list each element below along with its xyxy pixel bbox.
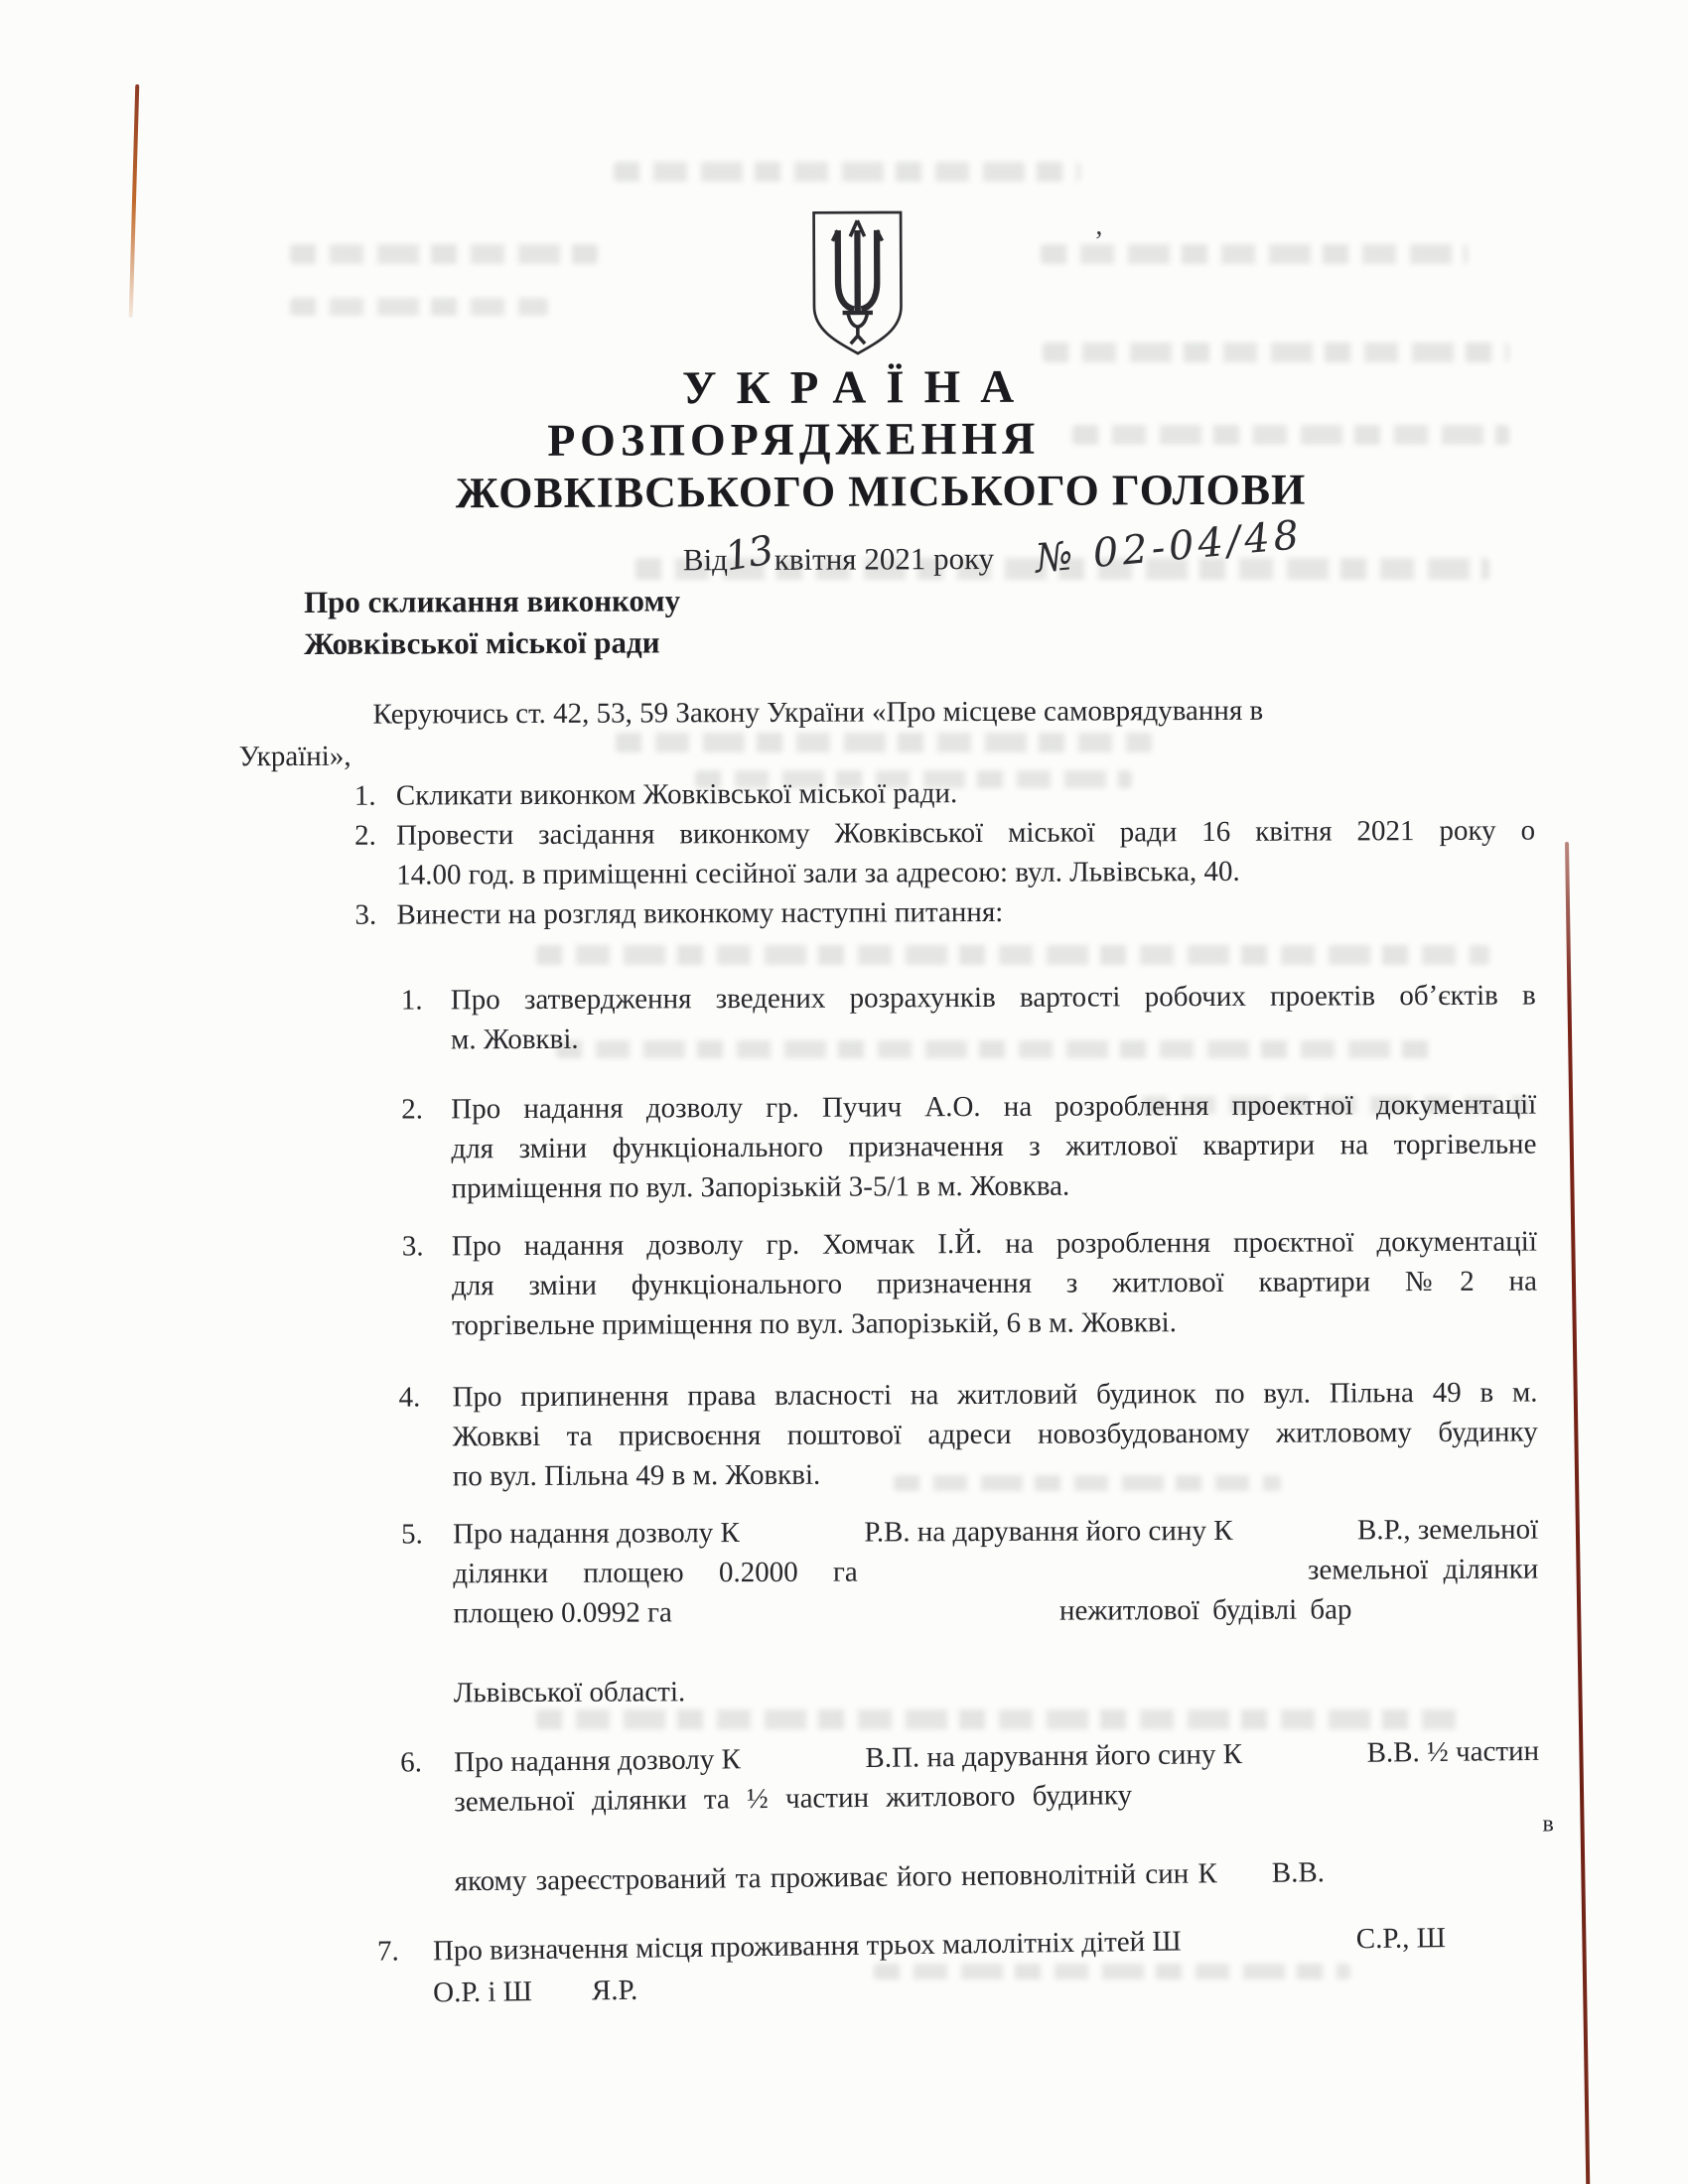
agenda-segment: якому зареєстрований та проживає його неповнолітній син К [454,1857,1217,1898]
document-type-heading: РОЗПОРЯДЖЕННЯ [547,412,1041,466]
date-prefix: Від [682,542,728,578]
date-rest: квітня 2021 року [774,540,995,577]
ukraine-trident-emblem-icon [804,208,911,357]
authority-heading: ЖОВКІВСЬКОГО МІСЬКОГО ГОЛОВИ [455,465,1307,518]
agenda-line: Про припинення права власності на житловий будинок по вул. Пільна 49 в м. [452,1376,1538,1414]
agenda-segment: В.В. [1271,1856,1326,1889]
agenda-segment: Про надання дозволу К [453,1517,740,1551]
agenda-number: 1. [400,984,423,1017]
directive-line: 14.00 год. в приміщенні сесійної зали за адресою: вул. Львівська, 40. [396,855,1240,891]
agenda-line-redacted-gaps [453,1510,1538,1555]
agenda-line: Про затвердження зведених розрахунків вартості робочих проектів об’єктів в [450,979,1536,1017]
directive-line: Винести на розгляд виконкому наступні питання: [396,895,1004,931]
agenda-line-redacted-gaps [453,1589,1538,1634]
agenda-line-redacted-gaps [433,1971,638,2013]
directive-line: Провести засідання виконкому Жовківської міської ради 16 квітня 2021 року о [395,814,1536,852]
stray-character: в [1542,1811,1554,1838]
handwritten-day: 13 [722,527,775,581]
agenda-line: Про надання дозволу гр. Хомчак І.Й. на розроблення проєктної документації [451,1225,1537,1263]
preamble-line-2: Україні», [238,740,352,773]
agenda-number: 6. [399,1746,423,1779]
agenda-segment: земельної ділянки [1307,1553,1539,1586]
agenda-line: земельної ділянки та ½ частин житлового будинку [454,1779,1133,1819]
agenda-segment: ділянки площею 0.2000 га [453,1556,858,1590]
directive-number: 3. [354,898,377,931]
agenda-line-redacted-gaps [453,1550,1538,1594]
handwritten-doc-number: № 02-04/48 [1033,511,1306,583]
agenda-number: 5. [401,1518,423,1551]
date-number-line [682,511,1306,583]
agenda-line: для зміни функціонального призначення з житлової квартири №2 на [451,1265,1538,1302]
country-heading: УКРАЇНА [681,360,1035,415]
agenda-line: приміщення по вул. Запорізькій 3-5/1 в м. Жовква. [451,1169,1070,1205]
agenda-line: для зміни функціонального призначення з житлової квартири на торгівельне [451,1128,1537,1165]
agenda-number: 4. [398,1381,421,1414]
agenda-segment: В.В. ½ частин [1366,1734,1540,1769]
subject-line-2: Жовківської міської ради [304,624,660,661]
directive-number: 1. [353,779,376,812]
agenda-segment: площею 0.0992 га [453,1596,672,1630]
agenda-line: м. Жовкві. [450,1023,579,1056]
agenda-line: Про надання дозволу гр. Пучич А.О. на розроблення проектної документації [451,1088,1537,1126]
agenda-line-redacted-gaps [433,1918,1446,1971]
agenda-segment: С.Р., Ш [1355,1922,1447,1956]
speck-artifact: ’ [1094,226,1104,257]
agenda-segment: Р.В. на дарування його сину К [864,1514,1233,1549]
directive-line: Скликати виконком Жовківської міської ради. [395,777,958,812]
agenda-segment: нежитлової будівлі бар [1058,1593,1352,1627]
agenda-segment: О.Р. і Ш [432,1976,533,2009]
agenda-segment: В.Р., земельної [1356,1513,1539,1547]
directive-number: 2. [353,819,376,852]
agenda-line-redacted-gaps [454,1731,1539,1782]
agenda-line: Жовкві та присвоєння поштової адреси новозбудованому житловому будинку [452,1416,1538,1453]
agenda-number: 3. [401,1230,424,1263]
agenda-segment: Про визначення місця проживання трьох малолітніх дітей Ш [432,1925,1182,1968]
preamble-line-1: Керуючись ст. 42, 53, 59 Закону України «Про місцеве самоврядування в [372,694,1264,731]
agenda-segment: Я.Р. [591,1974,638,2007]
agenda-segment: В.П. на дарування його сину К [865,1738,1243,1774]
agenda-line: торгівельне приміщення по вул. Запорізькій, 6 в м. Жовкві. [452,1306,1177,1342]
subject-line-1: Про скликання виконкому [303,583,681,619]
agenda-number: 2. [401,1093,424,1126]
agenda-number: 7. [376,1935,399,1968]
agenda-line: по вул. Пільна 49 в м. Жовкві. [452,1458,821,1493]
agenda-segment: Про надання дозволу К [453,1743,742,1779]
agenda-line: Львівської області. [453,1676,686,1709]
agenda-line-redacted-gaps [454,1852,1325,1901]
